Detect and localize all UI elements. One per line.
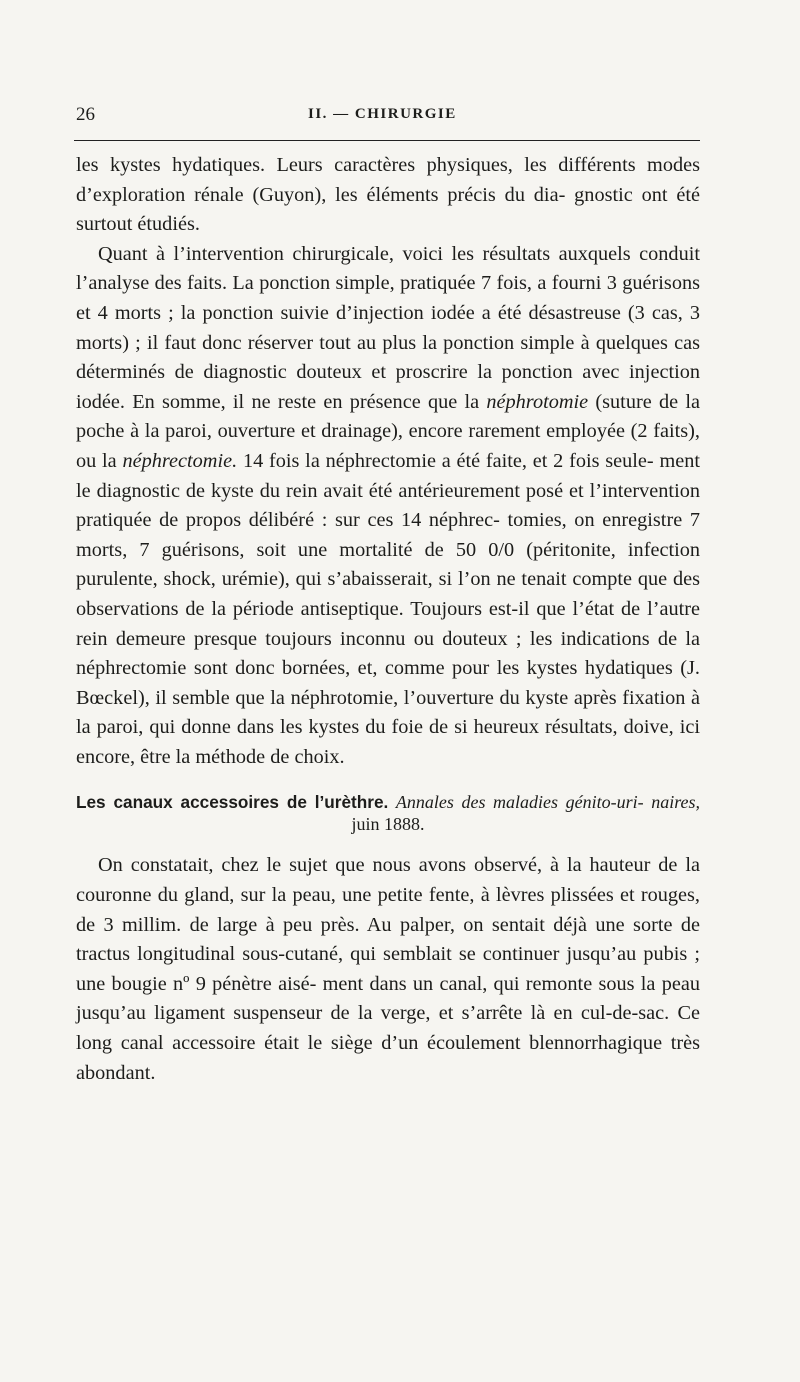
section-title: II. — CHIRURGIE (308, 106, 457, 122)
page-number: 26 (76, 104, 95, 125)
paragraph-2-text-3: 14 fois la néphrectomie a été faite, et 2 fois seule- ment le diagnostic de kyste du rein avait été antérieurement posé et l’intervention pratiquée de propos délibéré : sur ces 14 néphrec- tomies, on enregistre 7 morts, 7 guérisons, soit une mortalité de 50 0/0 (péritonite, infection purulente, shock, urémie), qui s’abaisserait, si l’on ne tenait compte que des observations de la période antiseptique. Toujours est-il que l’état de l’autre rein demeure presque toujours inconnu ou douteux ; les indications de la néphrectomie sont donc bornées, et, comme pour les kystes hydatiques (J. Bœckel), il semble que la néphrotomie, l’ouverture du kyste après fixation à la paroi, qui donne dans les kystes du foie de si heureux résultats, doive, ici encore, être la méthode de choix. (76, 449, 701, 768)
article-paragraph: On constatait, chez le sujet que nous avons observé, à la hauteur de la couronne du gland, sur la peau, une petite fente, à lèvres plissées et rouges, de 3 millim. de large à peu près. Au palper, on sentait déjà une sorte de tractus longitudinal sous-cutané, qui semblait se continuer jusqu’au pubis ; une bougie nº 9 pénètre aisé- ment dans un canal, qui remonte sous la peau jusqu’au ligament suspenseur de la verge, et s’arrête là en cul-de-sac. Ce long canal accessoire était le siège d’un écoulement blennorrhagique très abondant. (76, 854, 700, 1084)
article-date: juin 1888. (351, 814, 425, 835)
section-body (76, 151, 700, 772)
article-title: Les canaux accessoires de l’urèthre. (76, 792, 389, 813)
article-heading (76, 791, 700, 835)
running-head (76, 100, 700, 132)
italic-term-nephrectomie: néphrectomie. (122, 449, 238, 472)
paragraph-2 (76, 240, 700, 773)
article-source: Annales des maladies génito-uri- naires, (395, 792, 701, 813)
document-page (76, 100, 700, 1088)
paragraph-1: les kystes hydatiques. Leurs caractères physiques, les différents modes d’exploration rénale (Guyon), les éléments précis du dia- gnostic ont été surtout étudiés. (76, 154, 700, 236)
header-rule (74, 140, 700, 141)
paragraph-2-text-1: Quant à l’intervention chirurgicale, voici les résultats auxquels conduit l’analyse des faits. La ponction simple, pratiquée 7 fois, a fourni 3 guérisons et 4 morts ; la ponction suivie d’injection iodée a été désastreuse (3 cas, 3 morts) ; il faut donc réserver tout au plus la ponction simple à quelques cas déterminés de diagnostic douteux et proscrire la ponction avec injection iodée. En somme, il ne reste en présence que la (76, 242, 700, 413)
article-body (76, 851, 700, 1088)
italic-term-nephrotomie: néphrotomie (486, 390, 589, 413)
paragraph-2-text-2: (suture de la poche à la paroi, ouverture et drainage), encore rarement employée (2 faits), ou la (76, 390, 700, 472)
